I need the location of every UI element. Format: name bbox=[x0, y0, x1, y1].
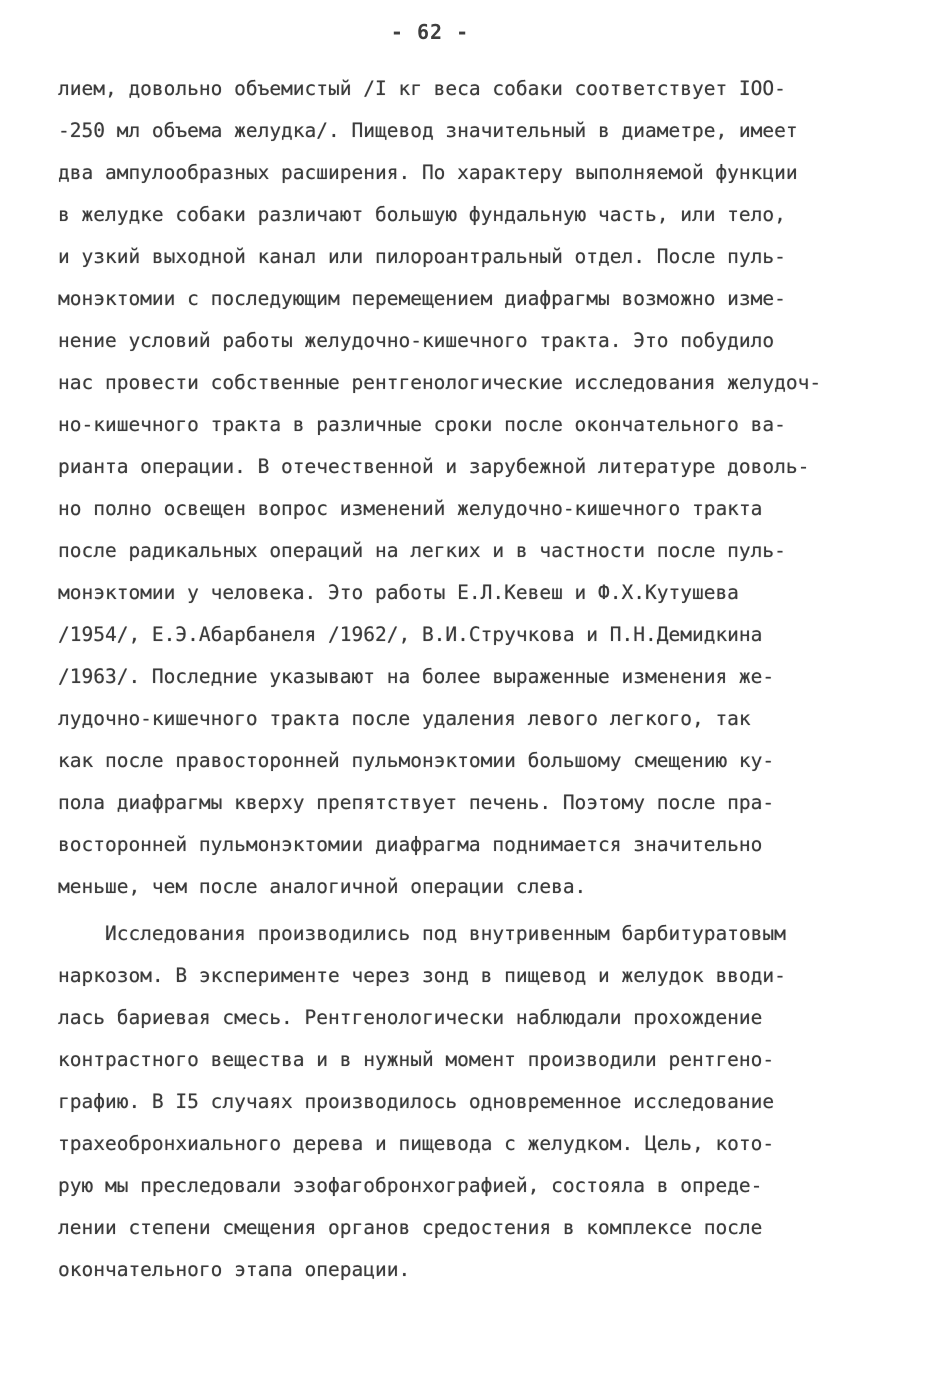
text-line: рую мы преследовали эзофагобронхографией, состояла в опреде- bbox=[58, 1174, 763, 1197]
text-line: контрастного вещества и в нужный момент производили рентгено- bbox=[58, 1048, 775, 1071]
text-line: наркозом. В эксперименте через зонд в пищевод и желудок вводи- bbox=[58, 964, 786, 987]
paragraph-2 bbox=[58, 913, 918, 1291]
paragraph-1 bbox=[58, 68, 918, 908]
text-line: графию. В I5 случаях производилось одновременное исследование bbox=[58, 1090, 775, 1113]
text-line: но полно освещен вопрос изменений желудочно-кишечного тракта bbox=[58, 497, 763, 520]
text-line: и узкий выходной канал или пилороантральный отдел. После пуль- bbox=[58, 245, 786, 268]
text-line: лием, довольно объемистый /I кг веса собаки соответствует IOO- bbox=[58, 77, 786, 100]
text-line: трахеобронхиального дерева и пищевода с желудком. Цель, кото- bbox=[58, 1132, 775, 1155]
text-line: лудочно-кишечного тракта после удаления левого легкого, так bbox=[58, 707, 751, 730]
text-line: как после правосторонней пульмонэктомии большому смещению ку- bbox=[58, 749, 775, 772]
text-line: но-кишечного тракта в различные сроки после окончательного ва- bbox=[58, 413, 786, 436]
text-line: пола диафрагмы кверху препятствует печень. Поэтому после пра- bbox=[58, 791, 775, 814]
text-line: нение условий работы желудочно-кишечного тракта. Это побудило bbox=[58, 329, 775, 352]
text-line: нас провести собственные рентгенологические исследования желудоч- bbox=[58, 371, 822, 394]
text-line: лении степени смещения органов средостения в комплексе после bbox=[58, 1216, 763, 1239]
text-line: монэктомии у человека. Это работы Е.Л.Кевеш и Ф.Х.Кутушева bbox=[58, 581, 739, 604]
text-line: Исследования производились под внутривенным барбитуратовым bbox=[58, 922, 786, 945]
text-line: лась бариевая смесь. Рентгенологически наблюдали прохождение bbox=[58, 1006, 763, 1029]
text-line: в желудке собаки различают большую фундальную часть, или тело, bbox=[58, 203, 786, 226]
text-line: после радикальных операций на легких и в частности после пуль- bbox=[58, 539, 786, 562]
text-line: /1954/, Е.Э.Абарбанеля /1962/, В.И.Стручкова и П.Н.Демидкина bbox=[58, 623, 763, 646]
text-line: два ампулообразных расширения. По характеру выполняемой функции bbox=[58, 161, 798, 184]
text-line: /1963/. Последние указывают на более выраженные изменения же- bbox=[58, 665, 775, 688]
text-line: монэктомии с последующим перемещением диафрагмы возможно изме- bbox=[58, 287, 786, 310]
text-line: восторонней пульмонэктомии диафрагма поднимается значительно bbox=[58, 833, 763, 856]
text-line: рианта операции. В отечественной и зарубежной литературе доволь- bbox=[58, 455, 810, 478]
text-line: окончательного этапа операции. bbox=[58, 1258, 411, 1281]
text-line: -250 мл объема желудка/. Пищевод значительный в диаметре, имеет bbox=[58, 119, 798, 142]
page-number: - 62 - bbox=[390, 20, 470, 44]
text-line: меньше, чем после аналогичной операции слева. bbox=[58, 875, 587, 898]
